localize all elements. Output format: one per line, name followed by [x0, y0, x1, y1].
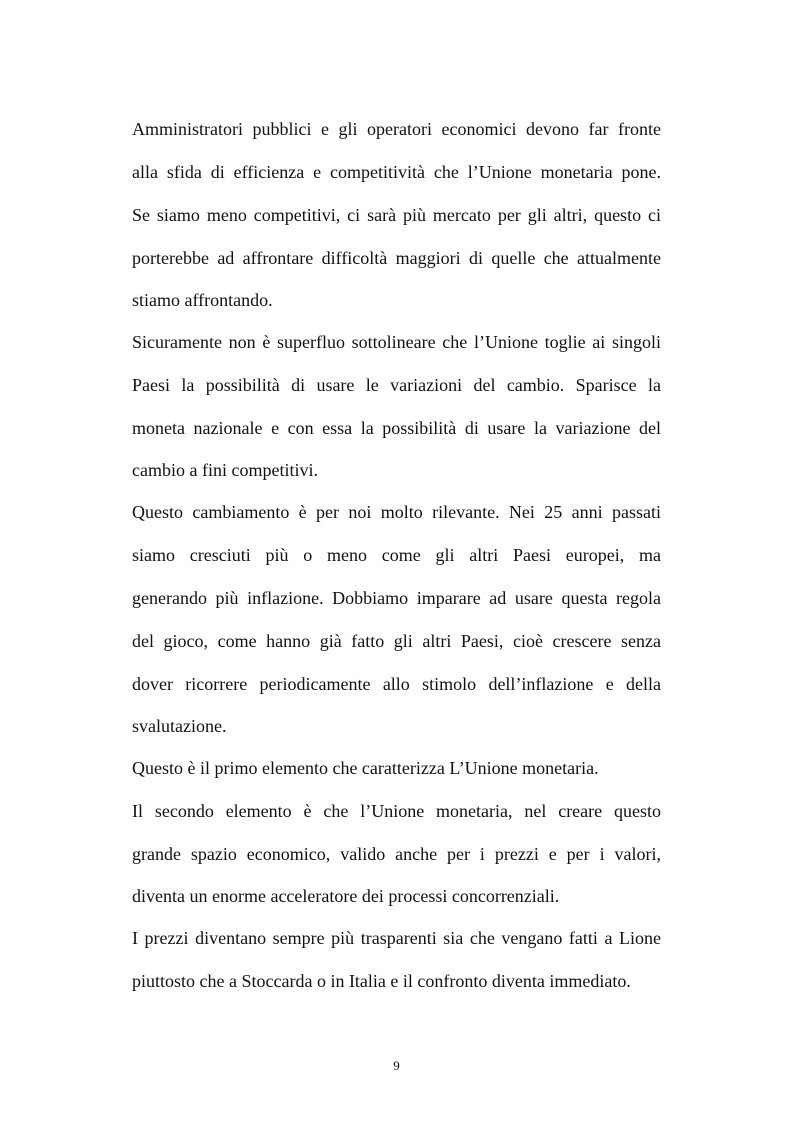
page-number: 9: [393, 1058, 400, 1073]
body-text: [132, 108, 661, 1003]
text-line-2: alla sfida di efficienza e competitività che l’Unione monetaria pone.: [132, 162, 661, 182]
text-line-9: cambio a fini competitivi.: [132, 460, 318, 480]
text-line-8: moneta nazionale e con essa la possibilità di usare la variazione del: [132, 418, 661, 438]
text-line-7: Paesi la possibilità di usare le variazioni del cambio. Sparisce la: [132, 375, 661, 395]
text-line-21: piuttosto che a Stoccarda o in Italia e il confronto diventa immediato.: [132, 971, 631, 991]
text-line-17: Il secondo elemento è che l’Unione monetaria, nel creare questo: [132, 801, 661, 821]
text-line-16: Questo è il primo elemento che caratterizza L’Unione monetaria.: [132, 758, 599, 778]
text-line-10: Questo cambiamento è per noi molto rilevante. Nei 25 anni passati: [132, 502, 661, 522]
text-line-19: diventa un enorme acceleratore dei processi concorrenziali.: [132, 886, 560, 906]
text-line-15: svalutazione.: [132, 716, 227, 736]
text-line-20: I prezzi diventano sempre più trasparenti sia che vengano fatti a Lione: [132, 928, 661, 948]
text-line-14: dover ricorrere periodicamente allo stimolo dell’inflazione e della: [132, 674, 661, 694]
text-line-11: siamo cresciuti più o meno come gli altri Paesi europei, ma: [132, 545, 661, 565]
text-line-4: porterebbe ad affrontare difficoltà maggiori di quelle che attualmente: [132, 248, 661, 268]
text-line-5: stiamo affrontando.: [132, 290, 273, 310]
text-line-12: generando più inflazione. Dobbiamo imparare ad usare questa regola: [132, 588, 661, 608]
text-line-1: Amministratori pubblici e gli operatori economici devono far fronte: [132, 119, 661, 139]
text-line-18: grande spazio economico, valido anche per i prezzi e per i valori,: [132, 844, 661, 864]
text-line-3: Se siamo meno competitivi, ci sarà più mercato per gli altri, questo ci: [132, 205, 661, 225]
text-line-13: del gioco, come hanno già fatto gli altri Paesi, cioè crescere senza: [132, 631, 661, 651]
text-line-6: Sicuramente non è superfluo sottolineare che l’Unione toglie ai singoli: [132, 332, 661, 352]
